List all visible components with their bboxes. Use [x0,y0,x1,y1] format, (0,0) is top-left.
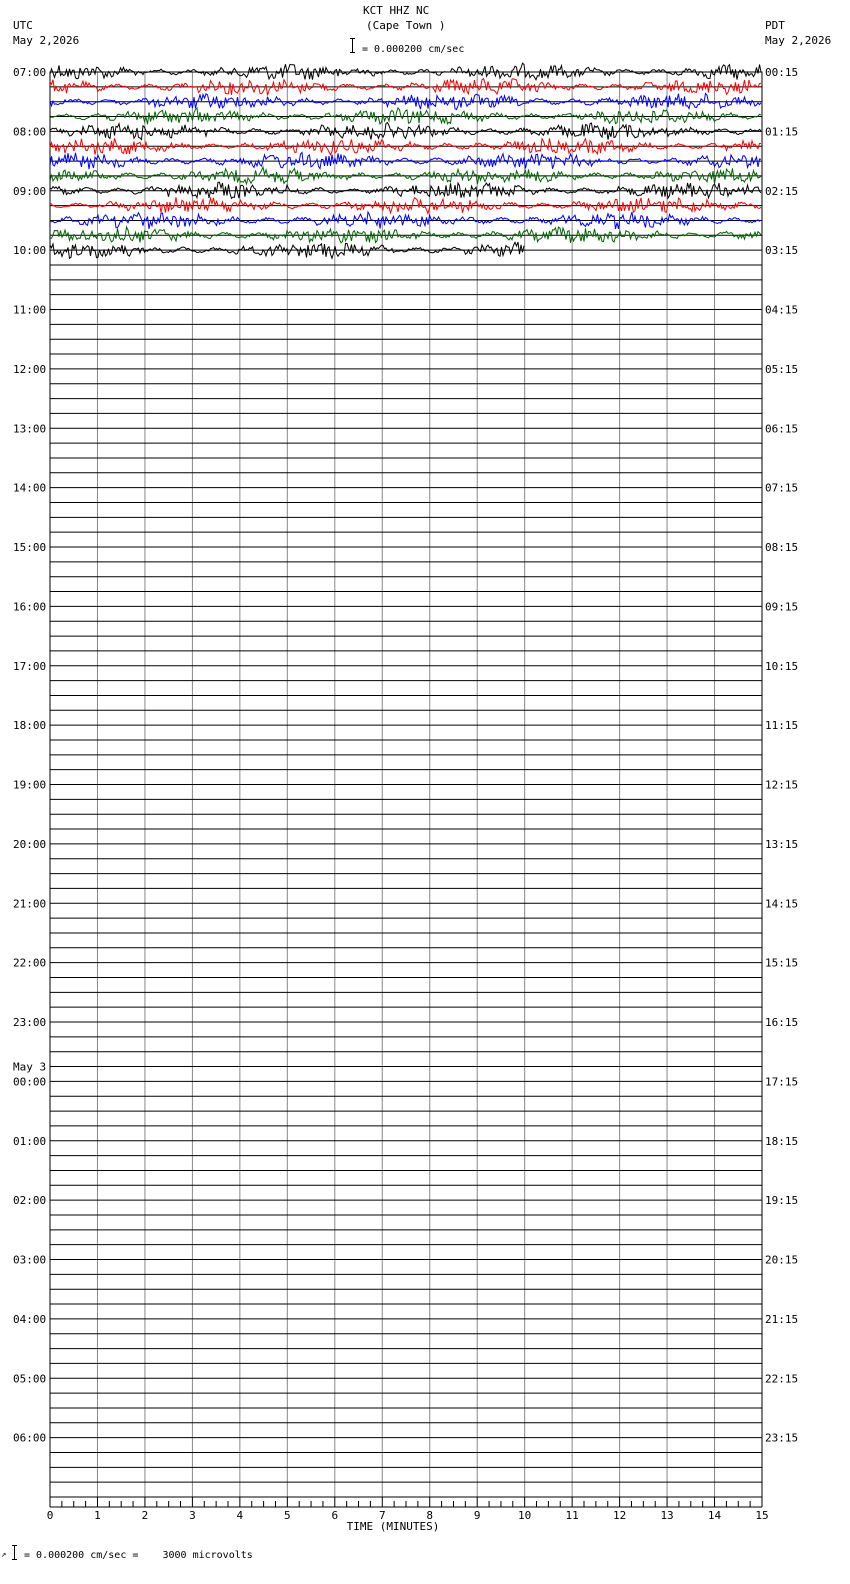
utc-hour-label: 12:00 [13,362,47,376]
x-tick-label: 13 [660,1509,674,1522]
station-title: KCT HHZ NC [363,4,430,17]
x-tick-label: 2 [141,1509,149,1522]
x-tick-label: 10 [518,1509,532,1522]
pdt-hour-label: 15:15 [765,956,799,970]
pdt-hour-label: 07:15 [765,481,799,495]
pdt-hour-label: 19:15 [765,1194,799,1208]
pdt-hour-label: 04:15 [765,303,799,317]
pdt-hour-label: 10:15 [765,659,799,673]
utc-hour-label: 19:00 [13,778,47,792]
x-tick-label: 0 [46,1509,54,1522]
utc-hour-label: 00:00 [13,1075,47,1089]
utc-hour-label: 15:00 [13,541,47,554]
pdt-hour-label: 13:15 [765,837,799,851]
pdt-hour-label: 17:15 [765,1075,799,1089]
x-tick-label: 9 [473,1509,481,1522]
pdt-hour-label: 08:15 [765,541,799,554]
x-tick-label: 15 [755,1509,769,1522]
utc-date-change-label: May 3 [13,1060,47,1074]
waveform-trace [50,63,761,79]
pdt-hour-label: 18:15 [765,1134,799,1148]
x-tick-label: 14 [707,1509,722,1522]
pdt-hour-label: 21:15 [765,1312,799,1326]
utc-hour-label: 23:00 [13,1016,47,1029]
x-tick-label: 6 [331,1509,339,1522]
utc-hour-label: 16:00 [13,600,47,614]
pdt-hour-label: 14:15 [765,897,799,911]
utc-hour-label: 01:00 [13,1134,47,1148]
utc-hour-label: 17:00 [13,659,47,673]
footer-scale-arrow-icon: ↗ [1,1550,7,1560]
pdt-hour-label: 03:15 [765,244,799,258]
pdt-hour-label: 11:15 [765,719,799,733]
x-axis-label: TIME (MINUTES) [346,1520,440,1533]
utc-hour-label: 08:00 [13,125,47,139]
pdt-hour-label: 22:15 [765,1372,799,1386]
scale-label: = 0.000200 cm/sec [362,44,465,55]
x-tick-label: 8 [426,1509,434,1522]
utc-hour-label: 03:00 [13,1253,47,1267]
station-location: (Cape Town ) [366,19,446,32]
utc-zone-label: UTC [13,19,33,32]
utc-hour-label: 13:00 [13,422,47,436]
utc-hour-label: 06:00 [13,1431,47,1445]
x-tick-label: 5 [284,1509,291,1522]
pdt-hour-label: 16:15 [765,1016,799,1029]
utc-hour-label: 07:00 [13,66,47,79]
utc-hour-label: 04:00 [13,1312,47,1326]
pdt-hour-label: 05:15 [765,362,799,376]
x-tick-label: 11 [565,1509,579,1522]
pdt-hour-label: 12:15 [765,778,799,792]
utc-hour-label: 14:00 [13,481,47,495]
pdt-hour-label: 02:15 [765,184,799,198]
x-tick-label: 4 [236,1509,244,1522]
footer-scale-bar-icon [12,1545,17,1560]
pdt-zone-label: PDT [765,19,785,32]
x-tick-label: 12 [612,1509,627,1522]
utc-hour-label: 09:00 [13,184,47,198]
utc-hour-label: 02:00 [13,1194,47,1208]
pdt-hour-label: 09:15 [765,600,799,614]
utc-date-label: May 2,2026 [13,34,80,47]
x-tick-label: 7 [378,1509,386,1522]
x-tick-label: 1 [94,1509,101,1522]
pdt-hour-label: 23:15 [765,1431,799,1445]
utc-hour-label: 11:00 [13,303,47,317]
pdt-hour-label: 20:15 [765,1253,799,1267]
pdt-hour-label: 06:15 [765,422,799,436]
pdt-date-label: May 2,2026 [765,34,832,47]
utc-hour-label: 05:00 [13,1372,47,1386]
pdt-hour-label: 00:15 [765,66,799,79]
pdt-hour-label: 01:15 [765,125,799,139]
utc-hour-label: 21:00 [13,897,47,911]
utc-hour-label: 20:00 [13,837,47,851]
x-tick-label: 3 [189,1509,196,1522]
utc-hour-label: 22:00 [13,956,47,970]
utc-hour-label: 10:00 [13,244,47,258]
footer-scale-label: = 0.000200 cm/sec = 3000 microvolts [24,1550,253,1561]
waveform-trace [50,94,761,110]
utc-hour-label: 18:00 [13,719,47,733]
